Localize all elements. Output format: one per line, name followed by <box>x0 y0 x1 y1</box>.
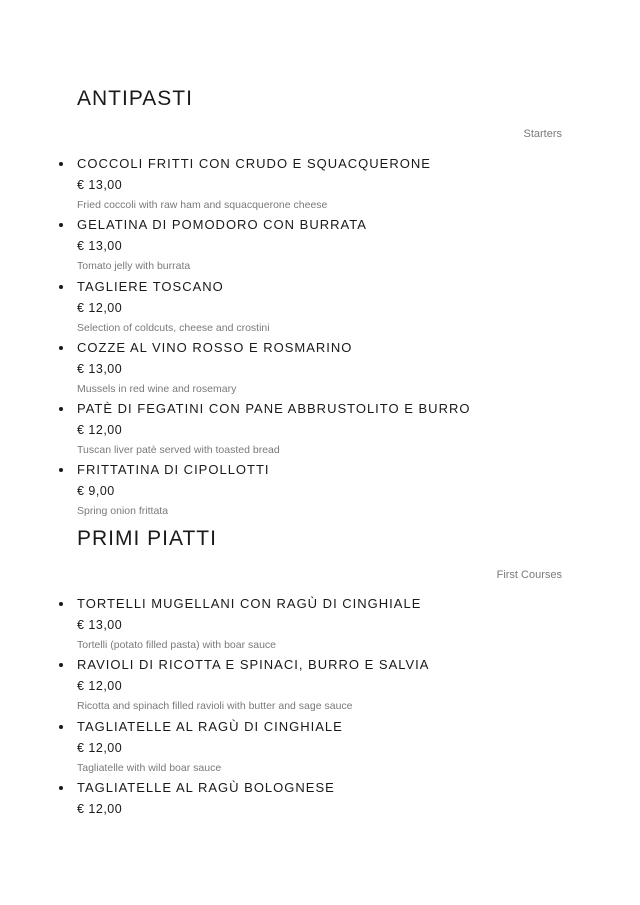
dish-name: PATÈ DI FEGATINI CON PANE ABBRUSTOLITO E BURRO <box>77 401 471 417</box>
bullet-icon <box>59 468 63 472</box>
menu-item <box>0 596 640 657</box>
dish-description: Selection of coldcuts, cheese and crostini <box>77 321 270 334</box>
menu-item <box>0 462 640 523</box>
dish-price: € 12,00 <box>77 740 123 755</box>
bullet-icon <box>59 162 63 166</box>
section-title-antipasti: ANTIPASTI <box>77 87 193 110</box>
menu-item <box>0 719 640 780</box>
dish-name: TAGLIATELLE AL RAGÙ BOLOGNESE <box>77 779 335 795</box>
dish-price: € 9,00 <box>77 484 115 499</box>
bullet-icon <box>59 407 63 411</box>
dish-description: Ricotta and spinach filled ravioli with butter and sage sauce <box>77 700 353 713</box>
dish-description: Spring onion frittata <box>77 505 169 518</box>
dish-description: Tagliatelle with wild boar sauce <box>77 761 222 774</box>
bullet-icon <box>59 285 63 289</box>
menu-item <box>0 340 640 401</box>
dish-name: GELATINA DI POMODORO CON BURRATA <box>77 217 367 233</box>
antipasti-list <box>0 156 640 524</box>
dish-description: Mussels in red wine and rosemary <box>77 382 237 395</box>
menu-item <box>0 657 640 718</box>
menu-item <box>0 780 640 841</box>
section-subtitle-first-courses: First Courses <box>496 569 562 581</box>
bullet-icon <box>59 346 63 350</box>
dish-name: RAVIOLI DI RICOTTA E SPINACI, BURRO E SALVIA <box>77 657 430 673</box>
dish-price: € 13,00 <box>77 178 123 192</box>
dish-name: TAGLIATELLE AL RAGÙ DI CINGHIALE <box>77 718 343 734</box>
primi-piatti-list <box>0 596 640 841</box>
dish-name: TAGLIERE TOSCANO <box>77 278 224 294</box>
section-title-primi-piatti: PRIMI PIATTI <box>77 527 217 550</box>
dish-name: TORTELLI MUGELLANI CON RAGÙ DI CINGHIALE <box>77 596 422 611</box>
dish-name: FRITTATINA DI CIPOLLOTTI <box>77 462 270 478</box>
dish-description: Fried coccoli with raw ham and squacquerone cheese <box>77 199 328 211</box>
bullet-icon <box>59 786 63 790</box>
dish-description: Tuscan liver patè served with toasted bread <box>77 444 280 457</box>
dish-price: € 12,00 <box>77 801 123 816</box>
dish-price: € 12,00 <box>77 423 123 438</box>
menu-item <box>0 217 640 278</box>
menu-item <box>0 401 640 462</box>
bullet-icon <box>59 602 63 606</box>
dish-price: € 12,00 <box>77 300 123 315</box>
dish-description: Tomato jelly with burrata <box>77 260 191 273</box>
menu-item <box>0 279 640 340</box>
bullet-icon <box>59 725 63 729</box>
section-subtitle-starters: Starters <box>523 128 562 140</box>
bullet-icon <box>59 223 63 227</box>
dish-name: COCCOLI FRITTI CON CRUDO E SQUACQUERONE <box>77 156 431 171</box>
dish-name: COZZE AL VINO ROSSO E ROSMARINO <box>77 339 353 355</box>
dish-price: € 13,00 <box>77 361 123 376</box>
menu-item <box>0 156 640 217</box>
bullet-icon <box>59 663 63 667</box>
dish-price: € 13,00 <box>77 239 123 254</box>
dish-price: € 13,00 <box>77 618 123 632</box>
dish-price: € 12,00 <box>77 679 123 694</box>
dish-description: Tortelli (potato filled pasta) with boar sauce <box>77 639 277 651</box>
